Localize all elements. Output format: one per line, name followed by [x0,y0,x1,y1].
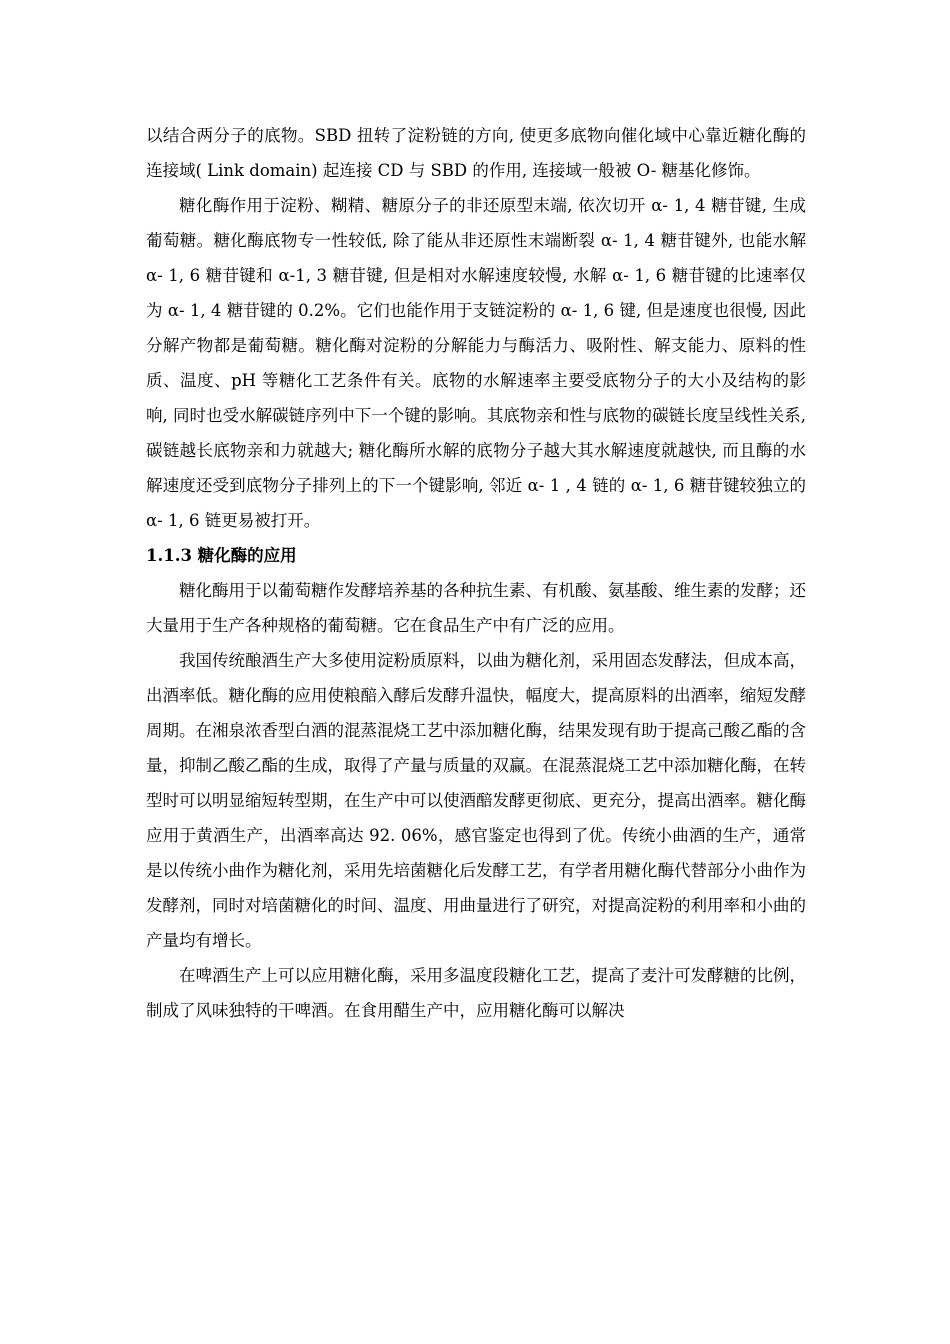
section-heading-applications: 1.1.3 糖化酶的应用 [146,546,297,565]
paragraph-fermentation-uses: 糖化酶用于以葡萄糖作发酵培养基的各种抗生素、有机酸、氨基酸、维生素的发酵；还大量用于生产各种规格的葡萄糖。它在食品生产中有广泛的应用。 [146,581,806,635]
paragraph-liquor-production: 我国传统酿酒生产大多使用淀粉质原料，以曲为糖化剂，采用固态发酵法，但成本高，出酒率低。糖化酶的应用使粮醅入酵后发酵升温快，幅度大，提高原料的出酒率，缩短发酵周期。在湘泉浓香型白酒的混蒸混烧工艺中添加糖化酶，结果发现有助于提高己酸乙酯的含量，抑制乙酸乙酯的生成，取得了产量与质量的双赢。在混蒸混烧工艺中添加糖化酶，在转型时可以明显缩短转型期，在生产中可以使酒醅发酵更彻底、更充分，提高出酒率。糖化酶应用于黄酒生产，出酒率高达 92. 06%，感官鉴定也得到了优。传统小曲酒的生产，通常是以传统小曲作为糖化剂，采用先培菌糖化后发酵工艺，有学者用糖化酶代替部分小曲作为发酵剂，同时对培菌糖化的时间、温度、用曲量进行了研究，对提高淀粉的利用率和小曲的产量均有增长。 [146,651,806,950]
document-page [146,118,806,1028]
paragraph-sbd-link-domain: 以结合两分子的底物。SBD 扭转了淀粉链的方向, 使更多底物向催化域中心靠近糖化酶的连接域( Link domain) 起连接 CD 与 SBD 的作用, 连接域一般被 O- 糖基化修饰。 [146,126,806,180]
paragraph-glucoamylase-action: 糖化酶作用于淀粉、糊精、糖原分子的非还原型末端, 依次切开 α- 1, 4 糖苷键, 生成葡萄糖。糖化酶底物专一性较低, 除了能从非还原性末端断裂 α- 1, 4 糖苷键外, 也能水解 α- 1, 6 糖苷键和 α-1, 3 糖苷键, 但是相对水解速度较慢, 水解 α- 1, 6 糖苷键的比速率仅为 α- 1, 4 糖苷键的 0.2%。它们也能作用于支链淀粉的 α- 1, 6 键, 但是速度也很慢, 因此分解产物都是葡萄糖。糖化酶对淀粉的分解能力与酶活力、吸附性、解支能力、原料的性质、温度、pH 等糖化工艺条件有关。底物的水解速率主要受底物分子的大小及结构的影响, 同时也受水解碳链序列中下一个键的影响。其底物亲和性与底物的碳链长度呈线性关系, 碳链越长底物亲和力就越大; 糖化酶所水解的底物分子越大其水解速度就越快, 而且酶的水解速度还受到底物分子排列上的下一个键影响, 邻近 α- 1 , 4 链的 α- 1, 6 糖苷键较独立的 α- 1, 6 链更易被打开。 [146,196,806,530]
paragraph-beer-vinegar: 在啤酒生产上可以应用糖化酶，采用多温度段糖化工艺，提高了麦汁可发酵糖的比例，制成了风味独特的干啤酒。在食用醋生产中，应用糖化酶可以解决 [146,966,806,1020]
